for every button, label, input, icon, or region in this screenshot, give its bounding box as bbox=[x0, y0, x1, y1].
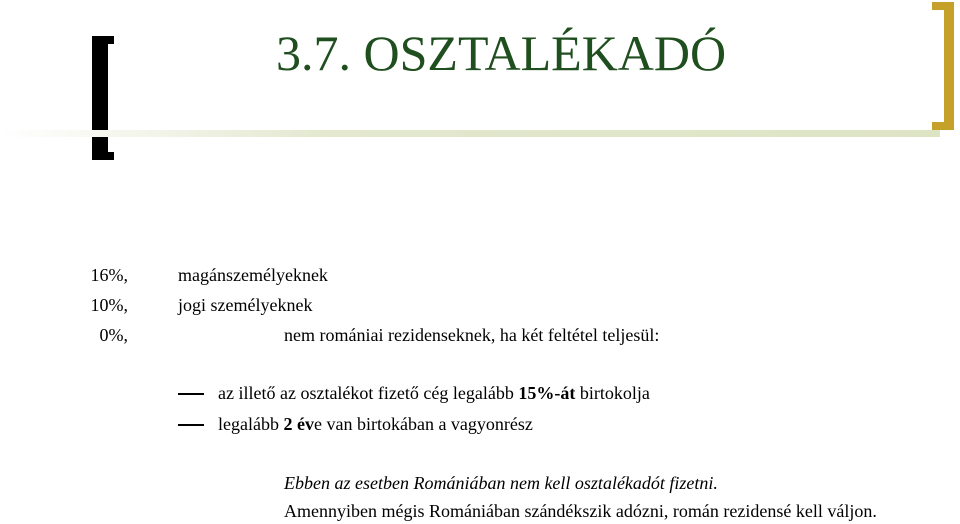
left-bracket-bottom bbox=[92, 152, 114, 160]
condition-item bbox=[218, 382, 650, 404]
rate-label: jogi személyeknek bbox=[178, 295, 313, 315]
left-bracket-vertical bbox=[92, 36, 108, 160]
plain-note: Amennyiben mégis Romániában szándékszik adózni, román rezidensé kell váljon. bbox=[284, 501, 877, 521]
rate-value: 10%, bbox=[90, 295, 128, 315]
condition-text: e van birtokában a vagyonrész bbox=[313, 414, 533, 434]
rate-value: 0%, bbox=[99, 325, 128, 345]
slide-title: 3.7. OSZTALÉKADÓ bbox=[276, 25, 727, 81]
condition-text: birtokolja bbox=[575, 383, 650, 403]
left-bracket-top bbox=[92, 36, 114, 44]
condition-text: legalább bbox=[218, 414, 284, 434]
italic-note: Ebben az esetben Romániában nem kell osztalékadót fizetni. bbox=[284, 473, 718, 493]
condition-text: az illető az osztalékot fizető cég legalább bbox=[218, 383, 519, 403]
dash-bullet bbox=[178, 424, 204, 426]
rate-value: 16%, bbox=[90, 265, 128, 285]
rate-label: magánszemélyeknek bbox=[178, 265, 328, 285]
condition-item bbox=[218, 413, 533, 435]
right-bracket-bottom bbox=[932, 122, 954, 130]
condition-highlight: 2 év bbox=[283, 414, 314, 434]
right-bracket-top bbox=[932, 2, 954, 10]
title-rule bbox=[0, 130, 940, 137]
condition-highlight: 15%-át bbox=[518, 383, 576, 403]
rate-label: nem romániai rezidenseknek, ha két feltétel teljesül: bbox=[284, 325, 660, 345]
right-bracket-vertical bbox=[944, 2, 954, 130]
dash-bullet bbox=[178, 393, 204, 395]
